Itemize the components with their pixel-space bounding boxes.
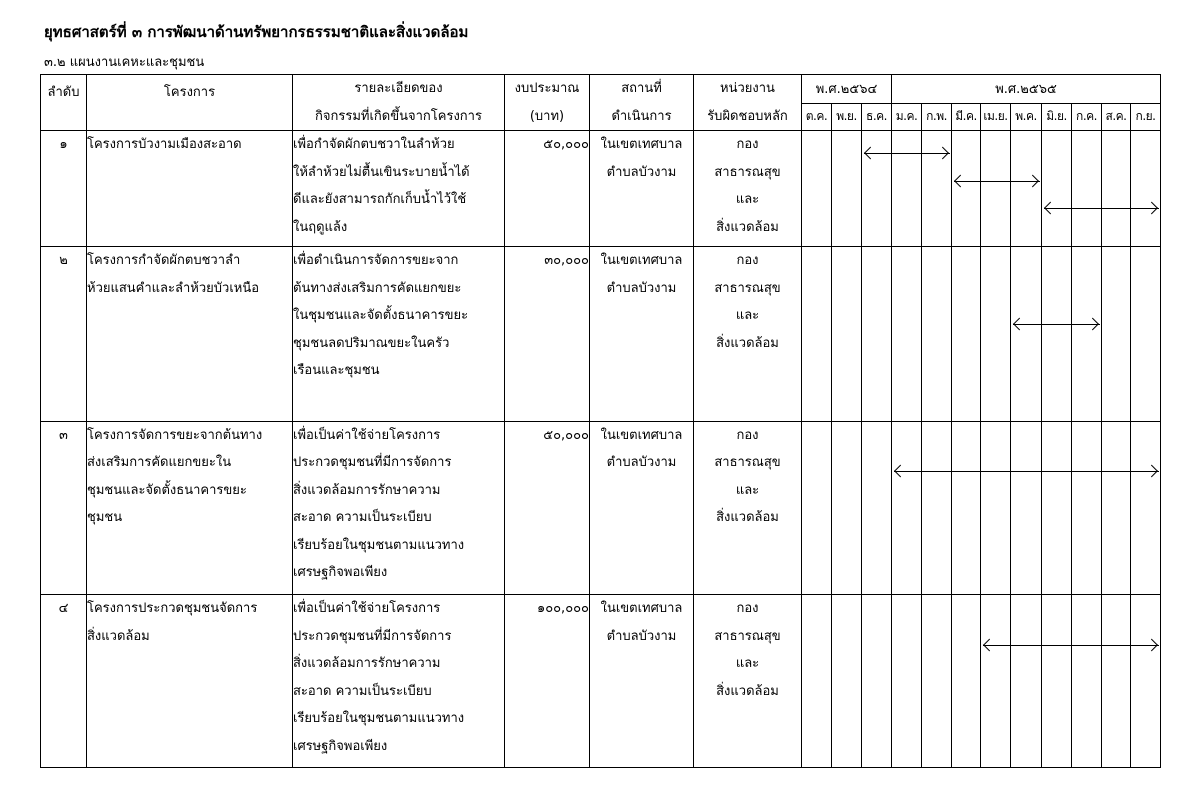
month-cell (862, 595, 892, 768)
row-number: ๒ (41, 247, 87, 422)
responsible-unit-line: สิ่งแวดล้อม (716, 510, 779, 526)
month-cell (892, 131, 922, 247)
header-month: มิ.ย. (1042, 103, 1072, 131)
schedule-arrow (983, 645, 1159, 646)
responsible-unit-line: สาธารณสุข (714, 455, 781, 471)
responsible-unit (694, 247, 802, 422)
project-name (87, 595, 293, 768)
month-cell (862, 421, 892, 595)
responsible-unit-line: สิ่งแวดล้อม (716, 335, 779, 351)
budget-amount: ๕๐,๐๐๐ (505, 421, 590, 595)
month-cell (1042, 421, 1072, 595)
month-cell (922, 247, 952, 422)
month-cell (1072, 247, 1102, 422)
row-number: ๔ (41, 595, 87, 768)
responsible-unit-line: สาธารณสุข (714, 628, 781, 644)
activity-detail-line: สิ่งแวดล้อมการรักษาความ (293, 656, 441, 672)
location-line: ตำบลบัวงาม (606, 628, 677, 644)
header-month: เม.ย. (981, 103, 1011, 131)
row-number: ๑ (41, 131, 87, 247)
header-month: พ.ค. (1011, 103, 1042, 131)
schedule-arrow (1013, 324, 1100, 325)
month-cell (981, 247, 1011, 422)
activity-detail-line: เพื่อดำเนินการจัดการขยะจาก (293, 253, 459, 269)
header-month: ก.ย. (1131, 103, 1161, 131)
responsible-unit-line: กอง (736, 137, 759, 152)
activity-detail-line: เพื่อเป็นค่าใช้จ่ายโครงการ (293, 427, 441, 443)
location-line: ในเขตเทศบาล (600, 137, 683, 152)
budget-amount: ๓๐,๐๐๐ (505, 247, 590, 422)
month-cell (952, 595, 981, 768)
header-budget-line2: (บาท) (529, 109, 565, 124)
responsible-unit-line: กอง (736, 253, 759, 269)
project-name (87, 131, 293, 247)
month-cell (1011, 421, 1042, 595)
location-line: ตำบลบัวงาม (606, 164, 677, 180)
project-name-line: ห้วยแสนคำและลำห้วยบัวเหนือ (87, 280, 260, 296)
month-cell (981, 421, 1011, 595)
location-line: ในเขตเทศบาล (600, 427, 683, 443)
location (590, 421, 694, 595)
page-title: ยุทธศาสตร์ที่ ๓ การพัฒนาด้านทรัพยากรธรรมชาติและสิ่งแวดล้อม (44, 23, 469, 41)
header-year-2565: พ.ศ.๒๕๖๕ (892, 75, 1161, 104)
location (590, 131, 694, 247)
month-cell (1011, 595, 1042, 768)
activity-detail-line: สิ่งแวดล้อมการรักษาความ (293, 482, 441, 498)
month-cell (1042, 131, 1072, 247)
responsible-unit-line: สาธารณสุข (714, 164, 781, 180)
activity-detail-line: ประกวดชุมชนที่มีการจัดการ (293, 455, 452, 471)
header-place-line2: ดำเนินการ (611, 109, 672, 124)
month-cell (1131, 247, 1161, 422)
activity-detail-line: เรียบร้อยในชุมชนตามแนวทาง (293, 537, 465, 553)
responsible-unit (694, 421, 802, 595)
month-cell (832, 595, 862, 768)
table-row (41, 595, 1161, 768)
header-unit-line1: หน่วยงาน (720, 81, 775, 96)
header-month: ต.ค. (802, 103, 832, 131)
project-name-line: โครงการจัดการขยะจากต้นทาง (87, 427, 263, 443)
project-name (87, 421, 293, 595)
activity-detail-line: ดีและยังสามารถกักเก็บน้ำไว้ใช้ (293, 192, 467, 207)
activity-detail-line: เรือนและชุมชน (293, 363, 380, 379)
responsible-unit-line: สาธารณสุข (714, 280, 781, 296)
month-cell (1131, 131, 1161, 247)
month-cell (802, 595, 832, 768)
header-month: พ.ย. (832, 103, 862, 131)
month-cell (802, 421, 832, 595)
location (590, 595, 694, 768)
activity-detail-line: ในฤดูแล้ง (293, 219, 348, 235)
schedule-arrow (1044, 208, 1159, 209)
month-cell (922, 595, 952, 768)
month-cell (1042, 595, 1072, 768)
header-unit (694, 75, 802, 131)
activity-detail (293, 595, 505, 768)
table-row (41, 131, 1161, 247)
month-cell (1102, 595, 1131, 768)
project-plan-table (40, 74, 1161, 768)
month-cell (922, 421, 952, 595)
row-number: ๓ (41, 421, 87, 595)
location-line: ในเขตเทศบาล (600, 601, 683, 617)
responsible-unit-line: กอง (736, 601, 759, 617)
header-no: ลำดับ (41, 75, 87, 131)
month-cell (922, 131, 952, 247)
header-place-line1: สถานที่ (621, 81, 662, 96)
month-cell (802, 131, 832, 247)
budget-amount: ๕๐,๐๐๐ (505, 131, 590, 247)
activity-detail (293, 131, 505, 247)
responsible-unit-line: กอง (736, 427, 759, 443)
schedule-arrow (894, 471, 1159, 472)
month-cell (1131, 421, 1161, 595)
responsible-unit (694, 131, 802, 247)
month-cell (832, 421, 862, 595)
activity-detail-line: เศรษฐกิจพอเพียง (293, 565, 388, 581)
header-month: ม.ค. (892, 103, 922, 131)
activity-detail-line: เพื่อกำจัดผักตบชวาในลำห้วย (293, 137, 455, 152)
month-cell (1102, 131, 1131, 247)
month-cell (1072, 131, 1102, 247)
month-cell (952, 131, 981, 247)
month-cell (1042, 247, 1072, 422)
activity-detail-line: สะอาด ความเป็นระเบียบ (293, 510, 432, 526)
activity-detail-line: ประกวดชุมชนที่มีการจัดการ (293, 628, 452, 644)
activity-detail-line: ให้ลำห้วยไม่ตื้นเขินระบายน้ำได้ (293, 164, 470, 180)
header-detail (293, 75, 505, 131)
month-cell (1131, 595, 1161, 768)
responsible-unit-line: และ (735, 308, 760, 324)
month-cell (1072, 595, 1102, 768)
month-cell (892, 595, 922, 768)
project-name-line: โครงการกำจัดผักตบชวาลำ (87, 253, 241, 269)
activity-detail-line: ในชุมชนและจัดตั้งธนาคารขยะ (293, 308, 469, 324)
header-project: โครงการ (87, 75, 293, 131)
responsible-unit-line: สิ่งแวดล้อม (716, 219, 779, 235)
header-detail-line2: กิจกรรมที่เกิดขึ้นจากโครงการ (315, 109, 482, 124)
month-cell (981, 131, 1011, 247)
header-month: ส.ค. (1102, 103, 1131, 131)
month-cell (832, 247, 862, 422)
project-name-line: สิ่งแวดล้อม (87, 628, 150, 644)
location (590, 247, 694, 422)
header-month: มี.ค. (952, 103, 981, 131)
month-cell (802, 247, 832, 422)
responsible-unit-line: และ (735, 656, 760, 672)
month-cell (892, 421, 922, 595)
activity-detail-line: เศรษฐกิจพอเพียง (293, 738, 388, 754)
month-cell (862, 247, 892, 422)
header-month: ก.พ. (922, 103, 952, 131)
location-line: ตำบลบัวงาม (606, 455, 677, 471)
month-cell (981, 595, 1011, 768)
header-month: ก.ค. (1072, 103, 1102, 131)
month-cell (1102, 421, 1131, 595)
budget-amount: ๑๐๐,๐๐๐ (505, 595, 590, 768)
header-detail-line1: รายละเอียดของ (354, 81, 443, 96)
table-row (41, 421, 1161, 595)
activity-detail-line: เรียบร้อยในชุมชนตามแนวทาง (293, 711, 465, 727)
location-line: ตำบลบัวงาม (606, 280, 677, 296)
responsible-unit-line: สิ่งแวดล้อม (716, 683, 779, 699)
schedule-arrow (954, 181, 1040, 182)
month-cell (952, 247, 981, 422)
month-cell (832, 131, 862, 247)
responsible-unit (694, 595, 802, 768)
activity-detail-line: สะอาด ความเป็นระเบียบ (293, 683, 432, 699)
month-cell (862, 131, 892, 247)
header-place (590, 75, 694, 131)
month-cell (1072, 421, 1102, 595)
responsible-unit-line: และ (735, 482, 760, 498)
activity-detail-line: ชุมชนลดปริมาณขยะในครัว (293, 335, 450, 351)
section-subtitle: ๓.๒ แผนงานเคหะและชุมชน (44, 55, 205, 70)
month-cell (1102, 247, 1131, 422)
project-name-line: โครงการบัวงามเมืองสะอาด (87, 137, 242, 152)
month-cell (1011, 247, 1042, 422)
activity-detail-line: ต้นทางส่งเสริมการคัดแยกขยะ (293, 280, 462, 296)
header-unit-line2: รับผิดชอบหลัก (707, 109, 788, 124)
month-cell (1011, 131, 1042, 247)
activity-detail-line: เพื่อเป็นค่าใช้จ่ายโครงการ (293, 601, 441, 617)
activity-detail (293, 421, 505, 595)
activity-detail (293, 247, 505, 422)
header-budget (505, 75, 590, 131)
header-year-2564: พ.ศ.๒๕๖๔ (802, 75, 892, 104)
responsible-unit-line: และ (735, 192, 760, 207)
project-name-line: ชุมชนและจัดตั้งธนาคารขยะ (87, 482, 247, 498)
header-month: ธ.ค. (862, 103, 892, 131)
project-name-line: ชุมชน (87, 510, 123, 526)
project-name (87, 247, 293, 422)
location-line: ในเขตเทศบาล (600, 253, 683, 269)
table-row (41, 247, 1161, 422)
month-cell (892, 247, 922, 422)
month-cell (952, 421, 981, 595)
schedule-arrow (864, 153, 950, 154)
project-name-line: โครงการประกวดชุมชนจัดการ (87, 601, 258, 617)
header-budget-line1: งบประมาณ (514, 81, 580, 96)
project-name-line: ส่งเสริมการคัดแยกขยะใน (87, 455, 232, 471)
